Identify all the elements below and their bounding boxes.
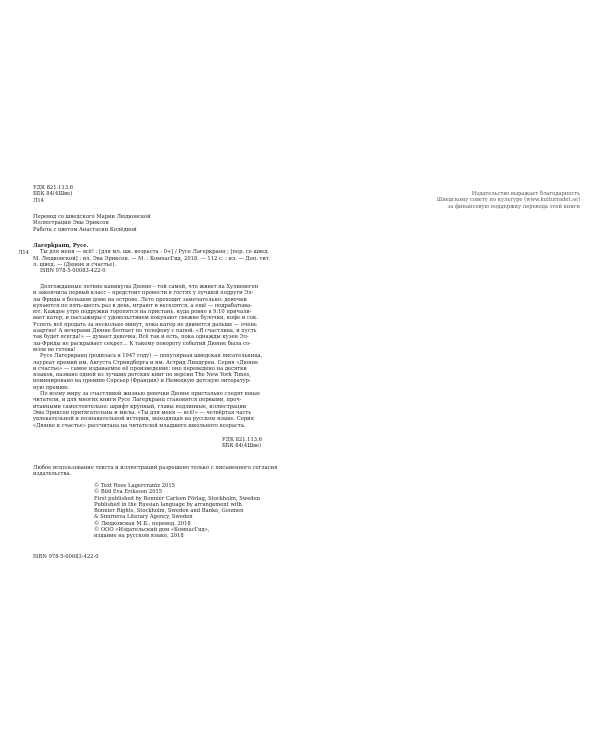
isbn-bottom: ISBN 978-5-00083-422-0: [33, 554, 99, 560]
annotation: [33, 284, 262, 429]
rights-line: издательства.: [33, 471, 72, 478]
annotation-line: Русе Лагеркранц (родилась в 1947 году) — популярная шведская писательница,: [40, 353, 263, 360]
annotation-line: лы Фриды в большом доме на острове. Лето проходит замечательно: девочки: [33, 296, 247, 303]
bbk-code: ББК 84(4Шве): [222, 443, 262, 450]
catalog-line: М. Людковской] ; ил. Эва Эриксон. — М. : КомпасГид, 2018. — 112 с. : ил. — Доп. тит.: [33, 255, 271, 262]
annotation-line: увлекательной и познавательной истории, выходящая на русском языке. Серия: [33, 416, 254, 423]
annotation-line: «Дюнне и счастье» рассчитана на читателей младшего школьного возраста.: [33, 422, 246, 429]
rights-note: [33, 465, 277, 478]
copyright-line: издание на русском языке, 2018: [94, 533, 184, 540]
annotation-line: языков, названо одной из лучших детских книг по версии The New York Times,: [33, 372, 251, 379]
annotation-line: ную премию.: [33, 384, 70, 391]
annotation-line: итанными самостоятельно: шрифт крупный, главы недлинные, иллюстрации: [33, 403, 247, 410]
bbk-code: ББК 84(4Шве): [33, 191, 73, 198]
catalog-isbn: ISBN 978-5-00083-422-0: [40, 268, 106, 275]
annotation-line: и закончила первый класс – предстоит провести в гостях у лучшей подруги Эл-: [33, 290, 254, 297]
copyright-line: First published by Bonnier Carlsen Förlag, Stockholm, Sweden: [94, 495, 261, 502]
annotation-line: купаются по пять-шесть раз в день, играют и веселятся, а ещё — подрабатыва-: [33, 302, 252, 309]
illustrator-credit: Иллюстрации Эвы Эриксон: [33, 220, 109, 227]
annotation-line: Долгожданные летние каникулы Дюнне – той самой, что живет на Хулиевеген: [40, 284, 259, 290]
acknowledgment-line: Шведскому совету по культуре (www.kulturradet.se): [436, 197, 580, 204]
right-page: [300, 0, 600, 750]
copyright-block: [94, 483, 260, 540]
author-mark: Л14: [33, 197, 44, 204]
acknowledgment-line: Издательство выражает благодарность: [471, 191, 580, 197]
translator-credit: Перевод со шведского Марии Людковской: [33, 214, 151, 220]
copyright-line: & Smirnova Literary Agency, Sweden: [94, 514, 193, 521]
acknowledgment-line: за финансовую поддержку перевода этой книги: [447, 203, 580, 210]
copyright-line: Published in the Russian language by arrangement with: [94, 501, 242, 508]
rights-line: Любое использование текста и иллюстраций разрешено только с письменного согласия: [33, 465, 278, 471]
annotation-line: Успеть всё продать за несколько минут, пока катер не двинется дальше — очень: [33, 321, 257, 328]
catalog-record: [33, 243, 270, 274]
annotation-line: По всему миру за счастливой жизнью девочки Дюнне пристально следят юные: [40, 391, 260, 398]
annotation-line: вает катер, и пассажиры с удовольствием покупают свежие булочки, кофе и сок.: [33, 315, 258, 322]
top-classification-codes: [33, 185, 73, 204]
left-page: [0, 0, 290, 750]
catalog-author-mark: Л14: [18, 250, 29, 256]
credits: [33, 214, 151, 233]
copyright-line: © ООО «Издательский дом «КомпасГид»,: [94, 527, 210, 534]
annotation-line: лы-Фриды не раскрывает секрет… К такому повороту событий Дюнне была со-: [33, 340, 251, 347]
color-credit: Работа с цветом Анастасии Колёдной: [33, 226, 137, 233]
annotation-line: Эвы Эриксон притягательны и милы. «Ты для меня — всё!» — четвёртая часть: [33, 409, 252, 416]
udk-code: УДК 821.113.6: [222, 437, 263, 443]
udk-code: УДК 821.113.6: [33, 185, 74, 191]
annotation-line: азартно! А вечерами Дюнне болтает по телефону с папой. «Я счастлива, и пусть: [33, 328, 257, 335]
annotation-line: так будет всегда!» — думает девочка. Всё так и есть, пока однажды кузен Эл-: [33, 334, 249, 341]
catalog-line: л. швед. — (Дюнне и счастье).: [33, 261, 117, 268]
acknowledgment: [437, 191, 580, 210]
annotation-line: номинировано на премию Сорсьер (Франция) и Немецкую детскую литератур-: [33, 378, 251, 385]
catalog-line: Ты для меня — всё! : [для мл. шк. возраста : 0+] / Русе Лагеркранц ; [пер. со швед.: [40, 249, 270, 256]
annotation-line: ют. Каждое утро подружки торопятся на пристань, куда ровно в 9:10 причали-: [33, 309, 252, 316]
copyright-line: © Bild Eva Eriksson 2015: [94, 489, 163, 496]
annotation-line: и счастье» — самое издаваемое её произведение: оно переведено на десятки: [33, 365, 247, 372]
catalog-author: Лагерkранц, Русе.: [33, 243, 89, 249]
annotation-line: всем не готова!: [33, 346, 76, 353]
annotation-line: лауреат премий им. Августа Стриндберга и им. Астрид Линдгрен. Серия «Дюнне: [33, 359, 259, 366]
annotation-line: читатели, и для многих книги Русе Лагеркранц становятся первыми, проч-: [33, 397, 242, 404]
copyright-line: Bonnier Rights, Stockholm, Sweden and Banke, Goumen: [94, 508, 244, 515]
bottom-classification-codes: [222, 437, 262, 450]
copyright-line: © Людковская М.Б., перевод, 2018: [94, 520, 191, 527]
copyright-line: © Text Rose Lagercrantz 2015: [94, 483, 175, 489]
